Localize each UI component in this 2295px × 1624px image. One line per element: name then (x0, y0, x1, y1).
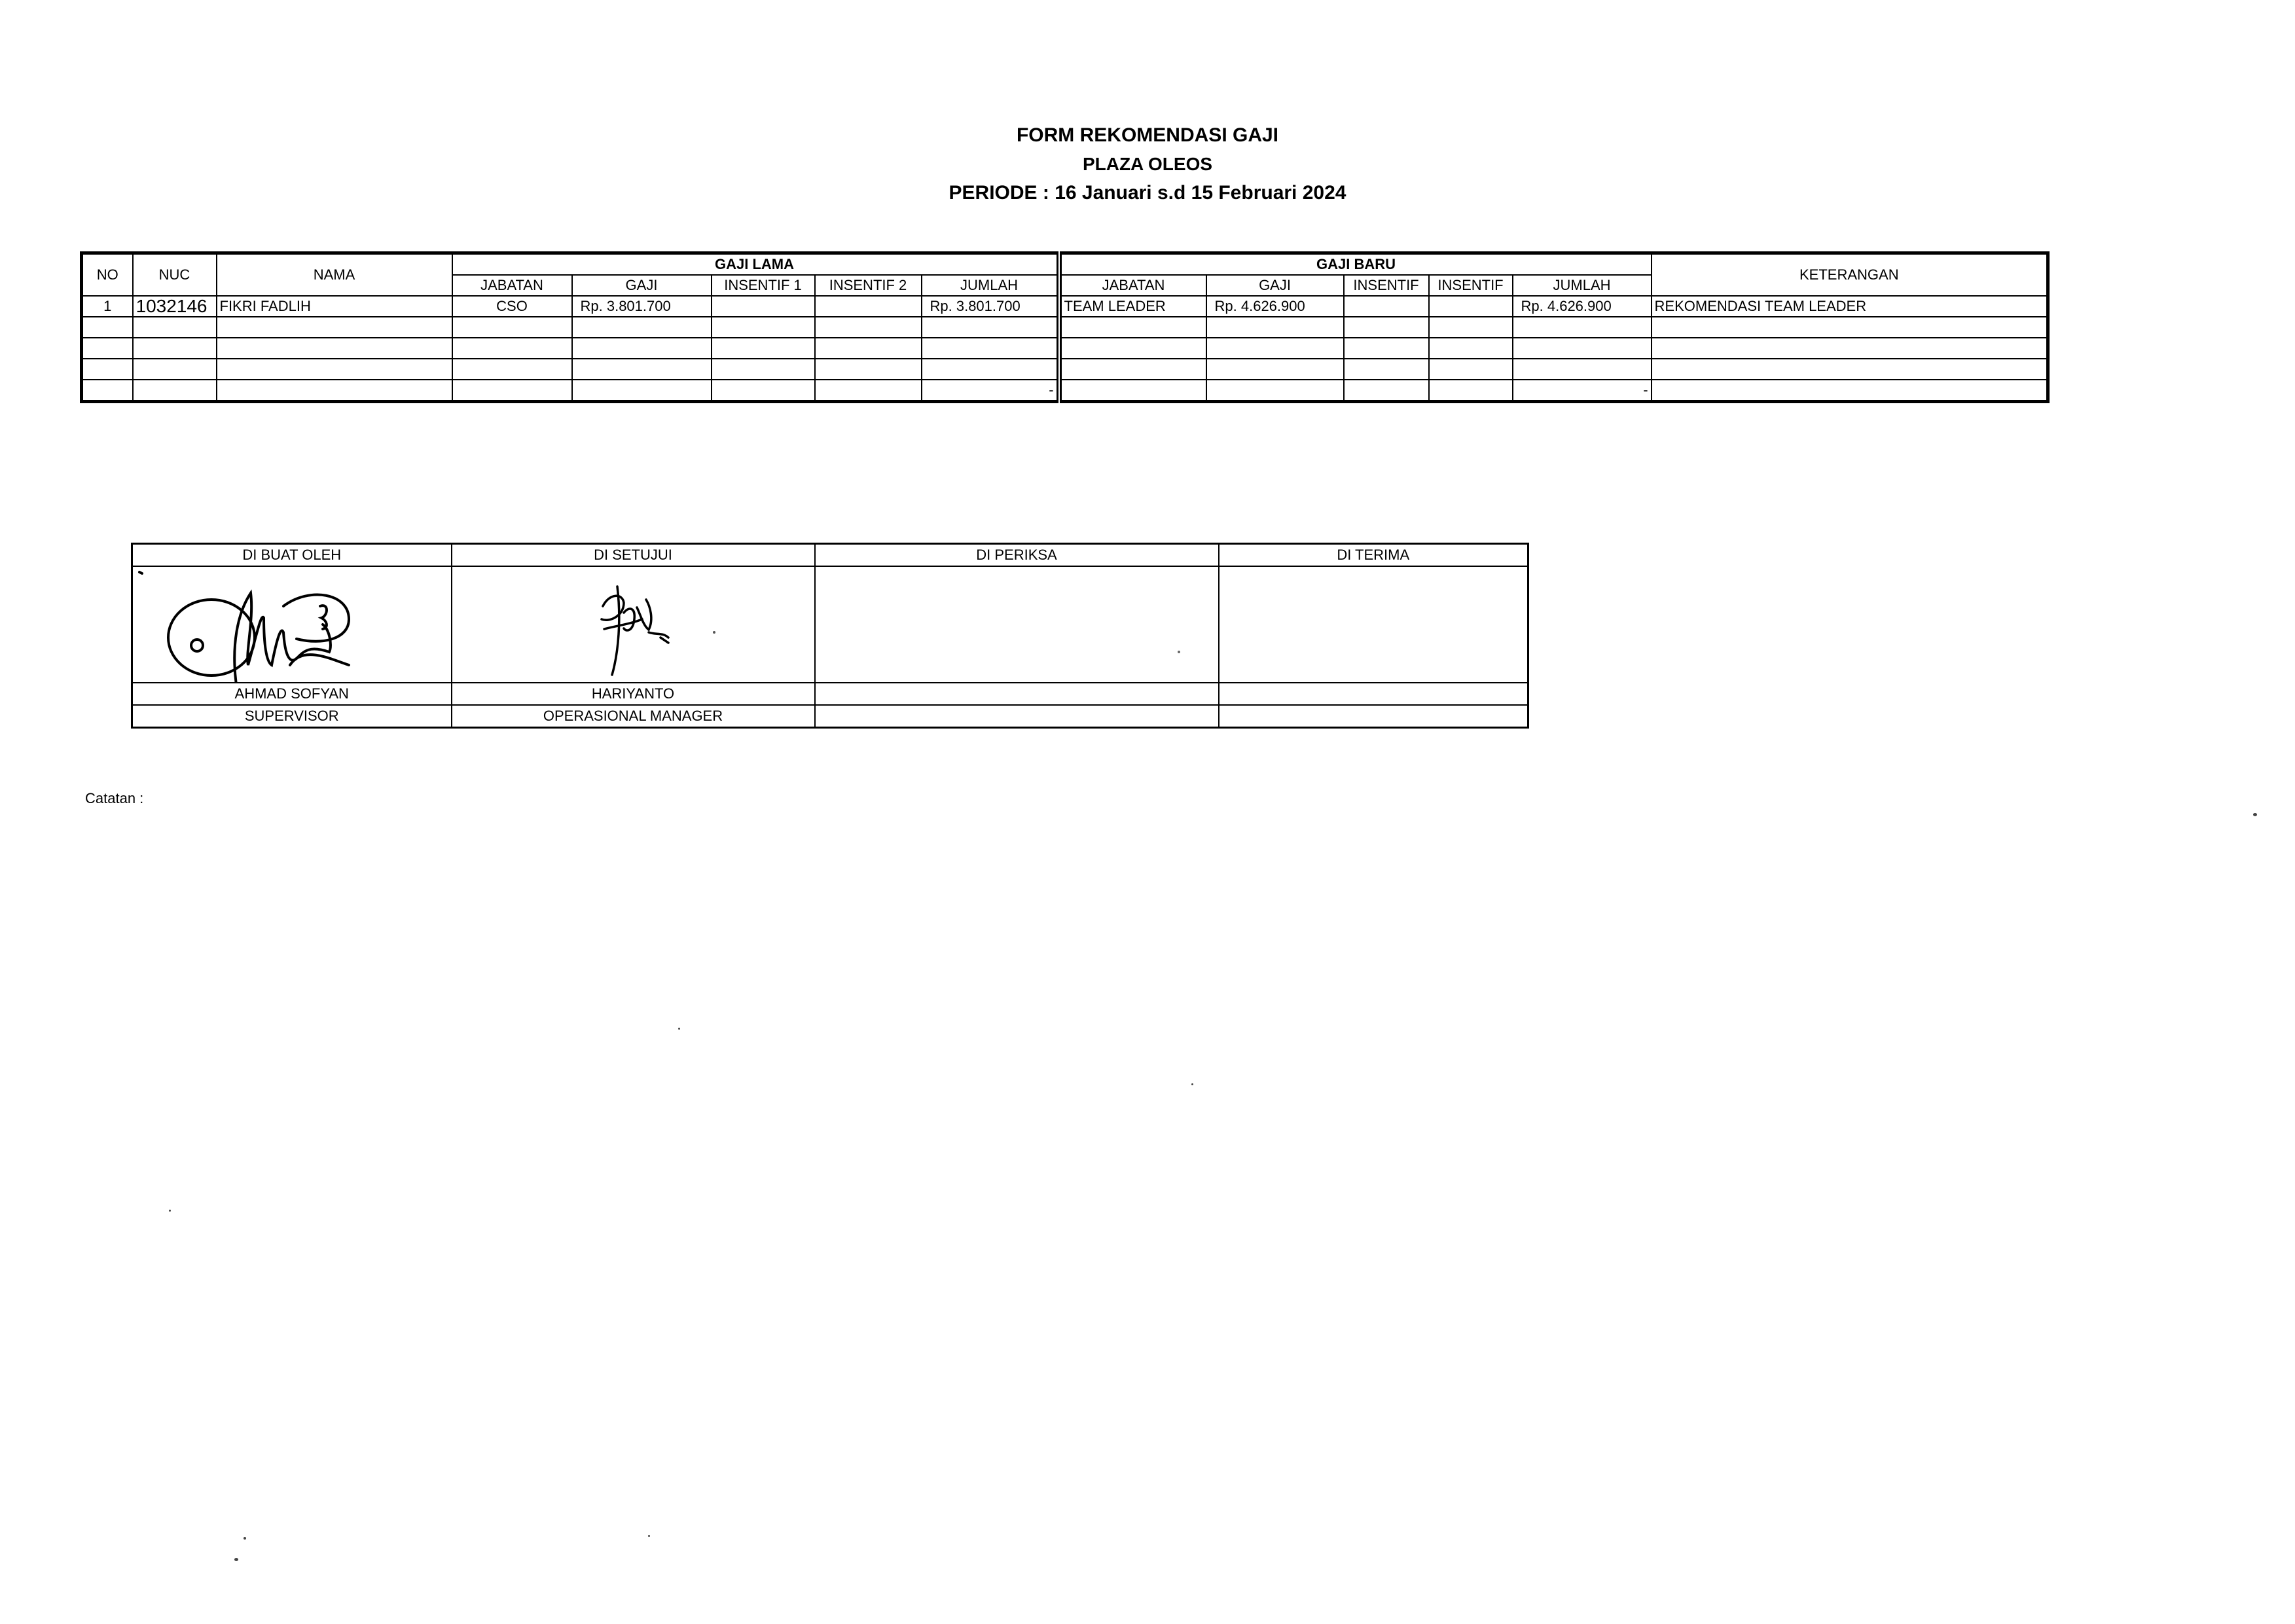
empty-cell (1429, 338, 1513, 359)
scan-speck (234, 1558, 238, 1561)
scan-speck (244, 1537, 246, 1540)
empty-cell (712, 338, 815, 359)
scan-speck (678, 1028, 680, 1030)
empty-cell (1429, 317, 1513, 338)
sig-header-dibuat: DI BUAT OLEH (132, 544, 452, 567)
empty-cell (1652, 338, 2048, 359)
empty-cell (572, 380, 712, 402)
new-total-dash: - (1513, 380, 1652, 402)
form-period: PERIODE : 16 Januari s.d 15 Februari 2024 (949, 182, 1346, 204)
sig-role-disetujui: OPERASIONAL MANAGER (452, 705, 815, 728)
table-row (82, 359, 2048, 380)
empty-cell (217, 317, 452, 338)
empty-cell (922, 338, 1059, 359)
empty-cell (1059, 317, 1206, 338)
signature-box-disetujui (452, 566, 815, 683)
scan-speck (816, 567, 1219, 682)
empty-cell (452, 359, 572, 380)
empty-cell (217, 359, 452, 380)
empty-cell (815, 317, 922, 338)
empty-cell (1206, 380, 1344, 402)
table-row (82, 338, 2048, 359)
empty-cell (1059, 359, 1206, 380)
signature-header-row (132, 544, 1528, 567)
scan-speck (1191, 1083, 1193, 1085)
scan-speck (2253, 813, 2257, 816)
empty-cell (1059, 380, 1206, 402)
cell-new-jumlah: Rp. 4.626.900 (1513, 296, 1652, 317)
empty-cell (815, 338, 922, 359)
empty-cell (1652, 380, 2048, 402)
signature-space-row (132, 566, 1528, 683)
empty-cell (1652, 317, 2048, 338)
empty-cell (452, 338, 572, 359)
signature-hariyanto (452, 567, 815, 682)
cell-new-insentif-2 (1429, 296, 1513, 317)
empty-cell (1513, 338, 1652, 359)
col-old-insentif-2: INSENTIF 2 (815, 275, 922, 296)
empty-cell (712, 380, 815, 402)
signature-box-diperiksa (815, 566, 1219, 683)
empty-cell (712, 359, 815, 380)
sig-role-diperiksa (815, 705, 1219, 728)
cell-new-insentif-1 (1344, 296, 1429, 317)
col-nama: NAMA (217, 253, 452, 297)
note-label: Catatan : (85, 790, 144, 806)
scan-speck (648, 1535, 650, 1537)
signature-ahmad-sofyan (133, 567, 452, 682)
col-new-gaji: GAJI (1206, 275, 1344, 296)
empty-cell (572, 359, 712, 380)
empty-cell (133, 317, 217, 338)
sig-name-diterima (1219, 683, 1528, 705)
col-old-jumlah: JUMLAH (922, 275, 1059, 296)
col-gaji-lama: GAJI LAMA (452, 253, 1059, 276)
cell-old-insentif-1 (712, 296, 815, 317)
col-new-jabatan: JABATAN (1059, 275, 1206, 296)
col-nuc: NUC (133, 253, 217, 297)
col-new-jumlah: JUMLAH (1513, 275, 1652, 296)
col-keterangan: KETERANGAN (1652, 253, 2048, 297)
signature-name-row (132, 683, 1528, 705)
empty-cell (1652, 359, 2048, 380)
table-row (82, 380, 2048, 402)
empty-cell (1206, 359, 1344, 380)
empty-cell (922, 359, 1059, 380)
empty-cell (572, 317, 712, 338)
empty-cell (1513, 359, 1652, 380)
sig-header-disetujui: DI SETUJUI (452, 544, 815, 567)
empty-cell (217, 380, 452, 402)
form-title: FORM REKOMENDASI GAJI (1016, 124, 1279, 146)
signature-box-diterima (1219, 566, 1528, 683)
scan-speck (169, 1210, 171, 1212)
sig-name-dibuat: AHMAD SOFYAN (132, 683, 452, 705)
empty-cell (712, 317, 815, 338)
sig-header-diterima: DI TERIMA (1219, 544, 1528, 567)
cell-old-jumlah: Rp. 3.801.700 (922, 296, 1059, 317)
col-old-gaji: GAJI (572, 275, 712, 296)
empty-cell (1206, 317, 1344, 338)
cell-keterangan: REKOMENDASI TEAM LEADER (1652, 296, 2048, 317)
sig-role-dibuat: SUPERVISOR (132, 705, 452, 728)
signature-role-row (132, 705, 1528, 728)
header-row-1 (82, 253, 2048, 276)
col-new-insentif-2: INSENTIF (1429, 275, 1513, 296)
empty-cell (815, 380, 922, 402)
col-no: NO (82, 253, 133, 297)
empty-cell (133, 359, 217, 380)
col-gaji-baru: GAJI BARU (1059, 253, 1652, 276)
col-old-jabatan: JABATAN (452, 275, 572, 296)
sig-name-diperiksa (815, 683, 1219, 705)
empty-cell (1344, 317, 1429, 338)
cell-new-gaji: Rp. 4.626.900 (1206, 296, 1344, 317)
form-location: PLAZA OLEOS (1082, 154, 1213, 174)
cell-old-jabatan: CSO (452, 296, 572, 317)
empty-cell (1344, 338, 1429, 359)
empty-cell (1513, 317, 1652, 338)
empty-cell (1429, 380, 1513, 402)
cell-nama: FIKRI FADLIH (217, 296, 452, 317)
cell-old-insentif-2 (815, 296, 922, 317)
empty-cell (1429, 359, 1513, 380)
empty-cell (133, 338, 217, 359)
empty-cell (82, 338, 133, 359)
empty-cell (1206, 338, 1344, 359)
sig-role-diterima (1219, 705, 1528, 728)
empty-cell (1344, 359, 1429, 380)
sig-header-diperiksa: DI PERIKSA (815, 544, 1219, 567)
cell-no: 1 (82, 296, 133, 317)
old-total-dash: - (922, 380, 1059, 402)
table-row (82, 296, 2048, 317)
col-old-insentif-1: INSENTIF 1 (712, 275, 815, 296)
cell-nuc: 1032146 (133, 296, 217, 317)
cell-new-jabatan: TEAM LEADER (1059, 296, 1206, 317)
empty-cell (1059, 338, 1206, 359)
salary-table (80, 251, 2050, 403)
signature-table (131, 543, 1529, 729)
col-new-insentif-1: INSENTIF (1344, 275, 1429, 296)
empty-cell (133, 380, 217, 402)
empty-cell (82, 359, 133, 380)
sig-name-disetujui: HARIYANTO (452, 683, 815, 705)
empty-cell (82, 380, 133, 402)
table-row (82, 317, 2048, 338)
cell-old-gaji: Rp. 3.801.700 (572, 296, 712, 317)
empty-cell (82, 317, 133, 338)
empty-cell (1344, 380, 1429, 402)
empty-cell (452, 317, 572, 338)
empty-cell (815, 359, 922, 380)
empty-cell (922, 317, 1059, 338)
signature-box-dibuat (132, 566, 452, 683)
empty-cell (452, 380, 572, 402)
empty-cell (217, 338, 452, 359)
empty-cell (572, 338, 712, 359)
form-header (0, 121, 2295, 208)
